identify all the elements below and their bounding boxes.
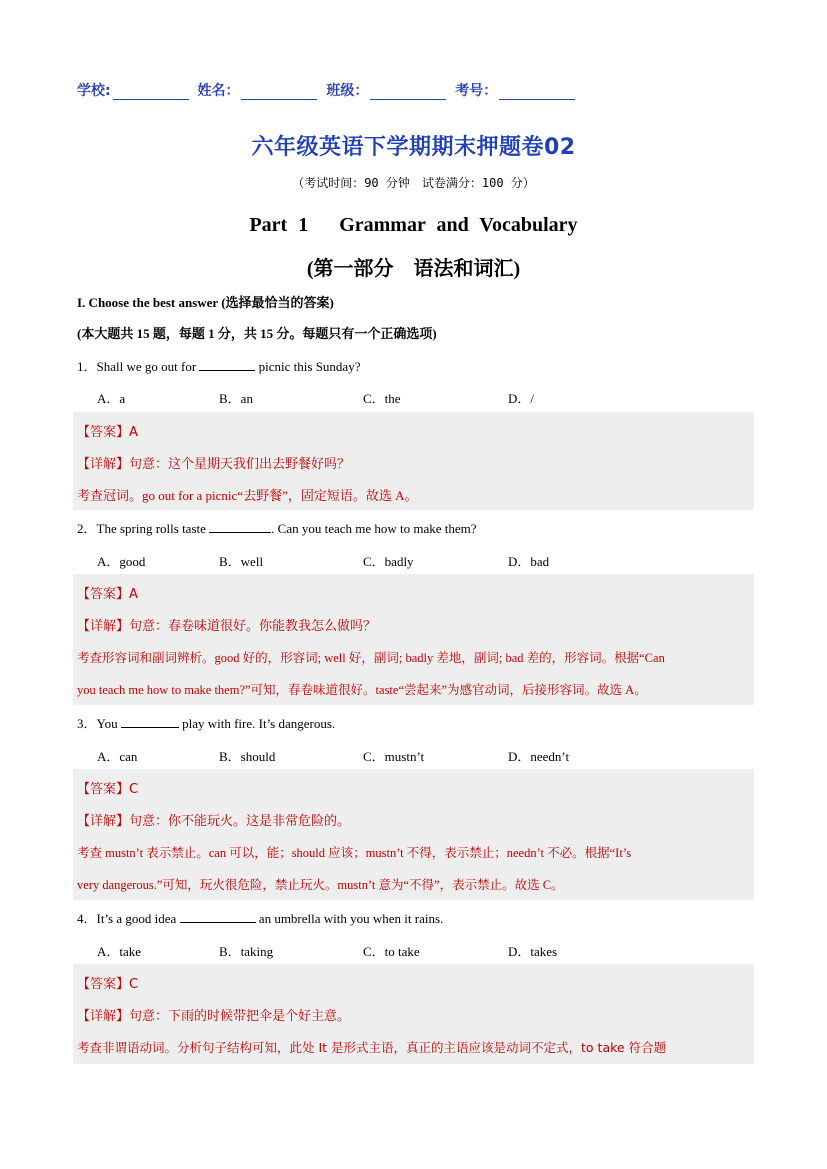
answer-block (73, 964, 754, 1064)
answer-line: 【答案】A (77, 425, 138, 440)
school-label: 学校: (77, 83, 111, 99)
stem-before: 1．Shall we go out for (77, 359, 200, 374)
answer-block (73, 769, 754, 900)
explanation-line: very dangerous.”可知，玩火很危险，禁止玩火。mustn’t 意为“不得”，表示禁止。故选 C。 (77, 878, 564, 892)
detail-line: 【详解】句意：春卷味道很好。你能教我怎么做吗？ (77, 619, 377, 634)
exam-no-label: 考号： (455, 83, 498, 99)
stem-after: play with fire. It’s dangerous. (178, 716, 336, 731)
option-b[interactable]: B．should (219, 749, 276, 764)
detail-line: 【详解】句意：这个星期天我们出去野餐好吗？ (77, 457, 351, 472)
explanation-line: 考查 mustn’t 表示禁止。can 可以，能；should 应该；mustn’t 不得，表示禁止；needn’t 不必。根据“It’s (77, 846, 632, 860)
page-title: 六年级英语下学期期末押题卷02 (251, 135, 576, 160)
option-a[interactable]: A．a (97, 391, 126, 406)
detail-line: 【详解】句意：下雨的时候带把伞是个好主意。 (77, 1009, 351, 1024)
answer-blank[interactable] (180, 910, 256, 923)
student-info-header (77, 80, 579, 100)
option-b[interactable]: B．well (219, 554, 264, 569)
option-a[interactable]: A．can (97, 749, 138, 764)
option-b[interactable]: B．an (219, 391, 253, 406)
question-stem (77, 356, 360, 375)
class-label: 班级： (326, 83, 369, 99)
section-heading: I. Choose the best answer (选择最恰当的答案) (77, 295, 334, 310)
option-d[interactable]: D．needn’t (508, 749, 570, 764)
option-c[interactable]: C．the (363, 391, 401, 406)
option-c[interactable]: C．mustn’t (363, 749, 425, 764)
answer-blank[interactable] (209, 520, 271, 533)
class-field[interactable] (370, 99, 446, 100)
answer-blank[interactable] (199, 358, 255, 371)
option-b[interactable]: B．taking (219, 944, 274, 959)
part-heading: Part 1 Grammar and Vocabulary (249, 214, 578, 236)
detail-line: 【详解】句意：你不能玩火。这是非常危险的。 (77, 814, 351, 829)
question-stem (77, 713, 335, 732)
stem-after: . Can you teach me how to make them? (271, 521, 477, 536)
stem-before: 2．The spring rolls taste (77, 521, 210, 536)
option-d[interactable]: D．takes (508, 944, 558, 959)
option-d[interactable]: D．bad (508, 554, 550, 569)
exam-info: （考试时间：90 分钟 试卷满分：100 分） (292, 176, 535, 190)
option-a[interactable]: A．take (97, 944, 142, 959)
explanation-line: 考查形容词和副词辨析。good 好的，形容词; well 好，副词; badly 差地，副词; bad 差的，形容词。根据“Can (77, 651, 665, 665)
name-field[interactable] (241, 99, 317, 100)
explanation-line: 考查冠词。go out for a picnic“去野餐”，固定短语。故选 A。 (77, 488, 418, 503)
option-d[interactable]: D．/ (508, 391, 535, 406)
option-c[interactable]: C．to take (363, 944, 420, 959)
section-instruction: (本大题共 15 题，每题 1 分，共 15 分。每题只有一个正确选项) (77, 326, 437, 341)
answer-block (73, 412, 754, 510)
school-field[interactable] (113, 99, 189, 100)
question-stem (77, 908, 443, 927)
option-a[interactable]: A．good (97, 554, 146, 569)
stem-before: 4．It’s a good idea (77, 911, 180, 926)
part-heading-cn: (第一部分 语法和词汇) (306, 258, 521, 280)
answer-line: 【答案】C (77, 977, 139, 992)
answer-blank[interactable] (121, 715, 179, 728)
name-label: 姓名： (197, 83, 240, 99)
stem-before: 3．You (77, 716, 121, 731)
stem-after: an umbrella with you when it rains. (255, 911, 444, 926)
answer-line: 【答案】C (77, 782, 139, 797)
answer-line: 【答案】A (77, 587, 138, 602)
option-c[interactable]: C．badly (363, 554, 414, 569)
exam-no-field[interactable] (499, 99, 575, 100)
explanation-line: you teach me how to make them?”可知，春卷味道很好。taste“尝起来”为感官动词，后接形容词。故选 A。 (77, 683, 647, 697)
stem-after: picnic this Sunday? (255, 359, 361, 374)
explanation-line: 考查非谓语动词。分析句子结构可知，此处 It 是形式主语，真正的主语应该是动词不定式，to take 符合题 (77, 1040, 667, 1055)
question-stem (77, 518, 477, 537)
answer-block (73, 574, 754, 705)
